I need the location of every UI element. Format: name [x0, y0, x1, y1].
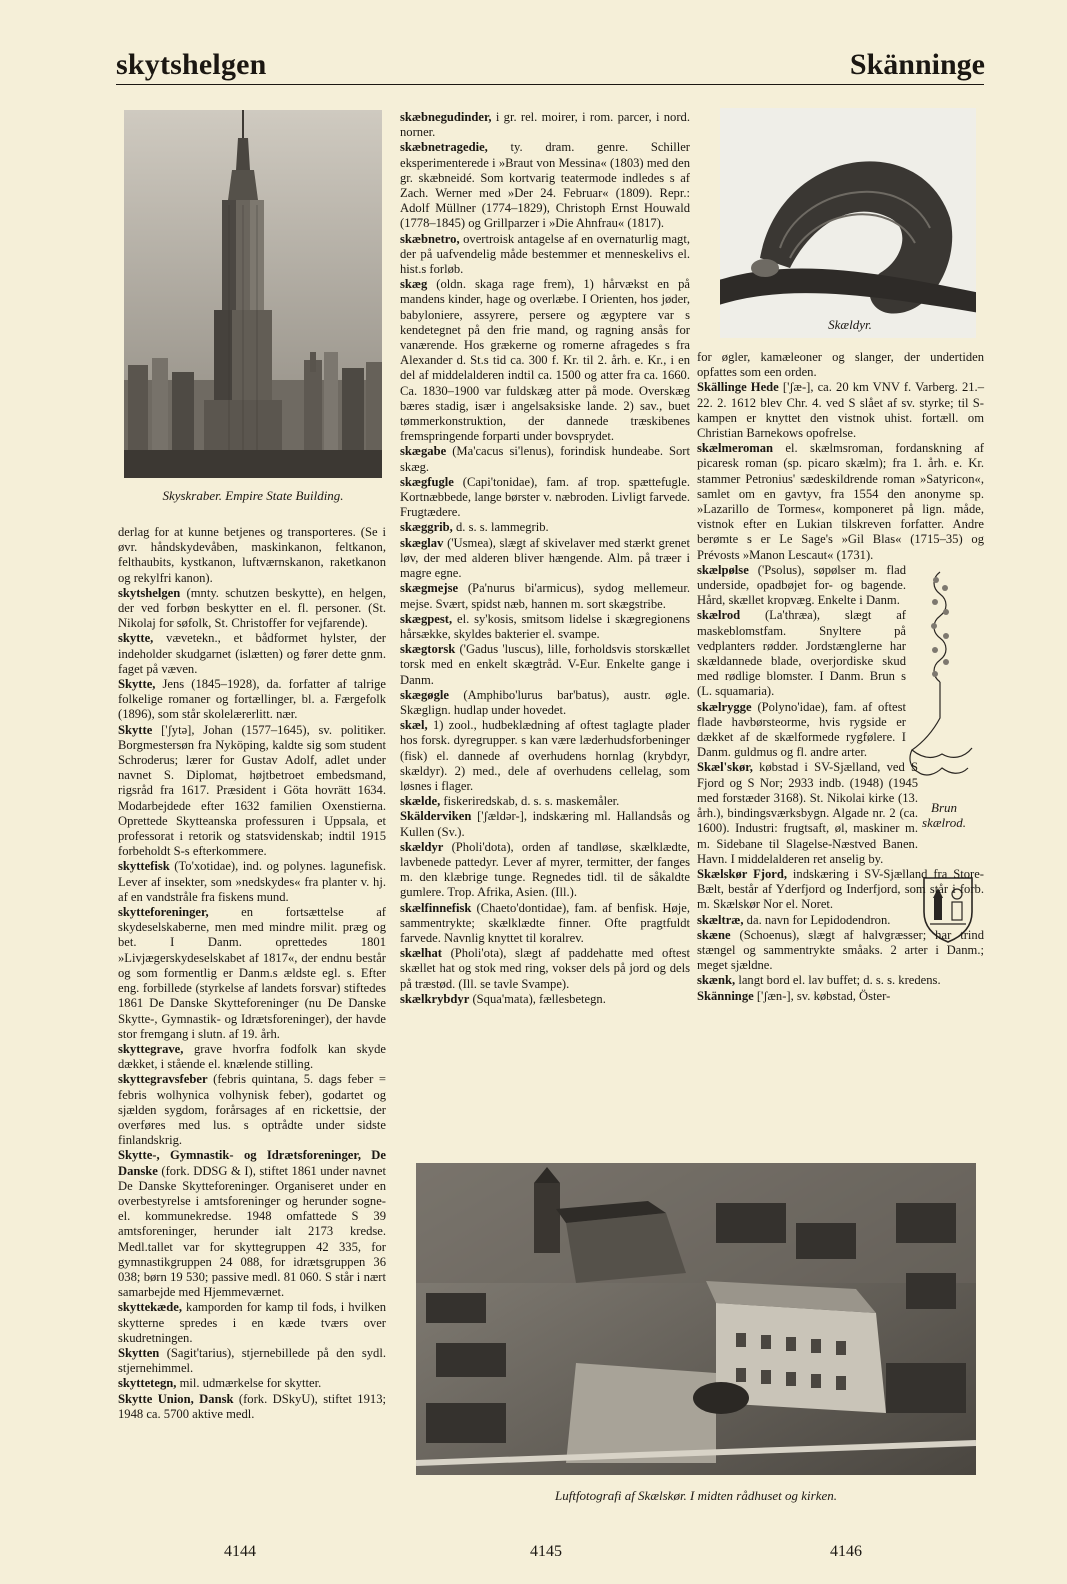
running-head-left: skytshelgen: [116, 48, 267, 81]
entry: skælpølse ('Psolus), søpølser m. flad underside, opadbøjet for- og bagende. Hård, skællet kropvæg. Enkelte i Danm.: [697, 562, 906, 608]
page-number-middle: 4145: [530, 1543, 562, 1560]
entry: skæbnetragedie, ty. dram. genre. Schiller eksperimenterede i »Braut von Messina« (1803) med den gr. skæbneidé. Som kortvarig teatermode indledes s af Zach. Werner med »Der 24. Februar« (1809). Repr.: Adolf Müllner (1774–1829), Christoph Ernst Houwald (1778–1845) og Grillparzer i »Die Ahnfrau« (1817).: [400, 140, 690, 231]
page-number-left: 4144: [224, 1543, 256, 1560]
entry: skyttetegn, mil. udmærkelse for skytter.: [118, 1376, 322, 1391]
entry: skæbnetro, overtroisk antagelse af en overnaturlig magt, der på uafvendelig måde bestemmer et menneskelivs el. hist.s forløb.: [400, 231, 690, 277]
entry: skægmejse (Pa'nurus bi'armicus), sydog mellemeur. mejse. Svært, spidst næb, hannen m. sort skægstribe.: [400, 581, 690, 611]
column-left: [118, 525, 386, 1422]
entry: Skälderviken ['ʃældər-], indskæring ml. Hallandsås og Kullen (Sv.).: [400, 809, 690, 839]
empire-state-photo: [124, 110, 382, 478]
entry: skyttegrave, grave hvorfra fodfolk kan skyde dækket, i stående el. knælende stilling.: [118, 1041, 386, 1072]
entry: skægabe (Ma'cacus si'lenus), forindisk hundeabe. Sort skæg.: [400, 444, 690, 474]
entry: skælmeroman el. skælmsroman, fordanskning af picaresk roman (sp. picaro skælm); fra 1. årh. e. Kr. stammer Petronius' sædeskildrende roman »Satyricon«, samlet om en gavtyv, fra 1554 den anonyme sp. »Lazarillo de Tormes«, komponeret på lign. måde, vistnok efter en Lukian tilskreven forfatter. Andre berømte s er Le Sage's »Gil Blas« (1715–35) og Prévosts »Manon Lescaut« (1731).: [697, 441, 984, 562]
entry: skægøgle (Amphibo'lurus bar'batus), austr. øgle. Skæglign. hudlap under hovedet.: [400, 687, 690, 717]
entry: skægfugle (Capi'tonidae), fam. af trop. spættefugle. Kortnæbbede, lange børster v. næbroden. Livligt farvede. Frugtædere.: [400, 474, 690, 520]
header-rule: [116, 84, 984, 85]
entry: Skytte, Jens (1845–1928), da. forfatter af talrige folkelige romaner og fortællinger, bl. a. Færgefolk (1896), som står skolelærerlitt. nær.: [118, 677, 386, 722]
entry: skæglav ('Usmea), slægt af skivelaver med stærkt grenet løv, der med alderen bliver hængende. Alm. på træer i magre egne.: [400, 535, 690, 581]
entry: derlag for at kunne betjenes og transporteres. (Se i øvr. håndskydevåben, maskinkanon, feltkanon, felthaubits, kystkanon, luftværnskanon, raketkanon og rekylfri kanon).: [118, 525, 386, 585]
entry: Skytten (Sagit'tarius), stjernebillede på den sydl. stjernehimmel.: [118, 1345, 386, 1376]
entry: skyttekæde, kamporden for kamp til fods, i hvilken skytterne spredes i en kæde tværs over skudretningen.: [118, 1300, 386, 1345]
column-middle: [400, 110, 690, 1007]
entry: skælfinnefisk (Chaeto'dontidae), fam. af benfisk. Høje, sammentrykte; skælklædte finner. Ofte pragtfuldt farvede. Navnlig knyttet til koralrev.: [400, 900, 690, 945]
entry: Skytte Union, Dansk (fork. DSkyU), stiftet 1913; 1948 ca. 5700 aktive medl.: [118, 1391, 386, 1421]
running-head-right: Skänninge: [849, 48, 985, 81]
entry: skyttegravsfeber (febris quintana, 5. dags feber = febris wolhynica volhynisk feber), godartet og sjælden sygdom, forårsages af en rickettsie, der overføres med lus. s optrådte under sidste finlandskrig.: [118, 1072, 386, 1148]
aerial-caption: Luftfotografi af Skælskør. I midten rådhuset og kirken.: [554, 1488, 837, 1503]
entry: skytshelgen (mnty. schutzen beskytte), en helgen, der ved forbøn beskytter en el. fl. personer. (St. Nikolaj for søfolk, St. Christoffer for vejfarende).: [118, 585, 386, 631]
entry: skælrygge (Polyno'idae), fam. af oftest flade havbørsteorme, hvis rygside er dækket af de skælformede rygfølere. I Danm. guldmus og fl. andre arter.: [697, 699, 906, 760]
pangolin-photo: [720, 108, 976, 338]
page-number-right: 4146: [830, 1543, 862, 1560]
entry: skytte, vævetekn., et bådformet hylster, der indeholder skudgarnet (islætten) og fører dette gnm. faget på væven.: [118, 631, 386, 676]
entry: Skänninge ['ʃæn-], sv. købstad, Öster-: [697, 988, 891, 1003]
empire-caption: Skyskraber. Empire State Building.: [162, 488, 344, 503]
aerial-photo: [416, 1163, 976, 1475]
entry: skægpest, el. sy'kosis, smitsom lidelse i skægregionens hårsække, skyldes bakterier el. svampe.: [400, 611, 690, 641]
pangolin-caption: Skældyr.: [828, 317, 872, 332]
entry: Skæl'skør, købstad i SV-Sjælland, ved S Fjord og S Nor; 2933 indb. (1948) (1945 med forstæder 3168). St. Nikolai kirke (13. årh.), bindingsværksbygn. Algade nr. 2 (ca. 1600). Industri: frugtsaft, øl, maskiner m. m. Sidebane til Slagelse-Næstved Banen. Havn. I middelalderen ret anselig by.: [697, 760, 918, 866]
entry: skægtorsk ('Gadus 'luscus), lille, forholdsvis storskællet torsk med en enkelt skægtråd. V-Eur. Enkelte gange i Danm.: [400, 642, 690, 687]
entry: Skytte ['ʃytə], Johan (1577–1645), sv. politiker. Borgmestersøn fra Nyköping, kaldte sig som student Schroderus; lærer for Gustav Adolf, adlet under navnet S. Diplomat, højtbetroet embedsmand, rigsråd fra 1617. Præsident i Göta hovrätt 1634. Modarbejdede efter 1632 familien Oxenstierna. Oprettede Skytteanska professuren i Uppsala, et professorat i retorik og statsvidenskab; indtil 1915 forbeholdt S-s efterkommere.: [118, 722, 386, 859]
entry: skæltræ, da. navn for Lepidodendron.: [697, 912, 891, 927]
entry: skæggrib, d. s. s. lammegrib.: [400, 520, 549, 535]
entry: Skytte-, Gymnastik- og Idrætsforeninger, De Danske (fork. DDSG & I), stiftet 1861 under navnet De Danske Skytteforeninger. Organiseret under en overbestyrelse i amtsforeninger og herunder sogne- el. kommunekredse. 1948 omfattede S 39 amtsforeninger, herunder ialt 2173 kredse. Medl.tallet var for skyttegruppen 42 335, for gymnastikgruppen 24 088, for idrætsgruppen 36 038; børn 19 530; passive medl. 81 060. S står i nært samarbejde med Hjemmeværnet.: [118, 1148, 386, 1300]
entry: skæne (Schoenus), slægt af halvgræsser; har trind stængel og sammentrykte småaks. 2 arter i Danm.; meget sjældne.: [697, 927, 984, 973]
entry: Skælskør Fjord, indskæring i SV-Sjælland fra Store-Bælt, består af Yderfjord og Inderfjord, som står i forb. m. Skælskør Nor el. Noret.: [697, 866, 984, 912]
brun-caption-1: Brun: [931, 800, 957, 815]
column-right: [697, 350, 984, 1004]
brun-caption-2: skælrod.: [922, 815, 966, 830]
entry: skælrod (La'thræa), slægt af maskeblomstfam. Snyltere på vedplanters rødder. Jordstænglerne har skældannede blade, overjordiske skud med rødlige blomster. I Danm. Brun s (L. squamaria).: [697, 608, 906, 699]
entry: skytteforeninger, en fortsættelse af skydeselskaberne, men med mindre milit. præg og bet. I Danm. oprettedes 1801 »Livjægerskydeselskabet af 1817«, der endnu består og som formentlig er Danm.s ældste egl. s. Efter eng. forbillede (styrkelse af landets forsvar) stiftedes 1861 De Danske Skytteforeninger (nu De Danske Skytte-, Gymnastik- og Idrætsforeninger), der havde stor fremgang i slutn. af 19. årh.: [118, 905, 386, 1041]
entry: skælde, fiskeriredskab, d. s. s. maskemåler.: [400, 794, 620, 809]
entry: skænk, langt bord el. lav buffet; d. s. s. kredens.: [697, 973, 941, 988]
entry: skæg (oldn. skaga rage frem), 1) hårvækst en på mandens kinder, hage og overlæbe. I Orienten, hos jøder, babyloniere, assyrere, persere og ægyptere var s kendetegnet på den frie mand, og ragning ansås for vanærende. Hos grækerne og romerne afragedes s fra Alexander d. St.s tid ca. 300 f. Kr. til 2. årh. e. Kr., i en del af middelalderen indtil ca. 1500 og atter fra ca. 1660. Ca. 1830–1900 var fuldskæg atter på mode. Overskæg bæres stadig, især i angelsaksiske lande. 2) sav., buet tømmerkonstruktion, der dannede træskibenes fremspringende forparti under bovsprydet.: [400, 277, 690, 444]
entry: skyttefisk (To'xotidae), ind. og polynes. lagunefisk. Lever af insekter, som »nedskydes« fra planter v. hj. af en vandstråle fra fiskens mund.: [118, 859, 386, 904]
entry: for øgler, kamæleoner og slanger, der undertiden opfattes som een orden.: [697, 350, 984, 380]
entry: skældyr (Pholi'dota), orden af tandløse, skælklædte, lavbenede pattedyr. Lever af myrer, termitter, der fanges m. den klæbrige tunge. Regnedes tidl. til de såkaldte gumlere. Trop. Afrika, Asien. (Ill.).: [400, 839, 690, 900]
entry: Skällinge Hede ['ʃæ-], ca. 20 km VNV f. Varberg. 21.–22. 2. 1612 blev Chr. 4. ved S slået af sv. styrke; til S-kampen er knyttet den vistnok uhist. fortæll. om Christian Barnekows opofrelse.: [697, 380, 984, 441]
entry: skæbnegudinder, i gr. rel. moirer, i rom. parcer, i nord. norner.: [400, 110, 690, 140]
entry: skælkrybdyr (Squa'mata), fællesbetegn.: [400, 991, 606, 1006]
entry: skæl, 1) zool., hudbeklædning af oftest taglagte plader hos forsk. dyregrupper. s kan være læderhudsforbeninger (fisk) el. dannede af overhudens hornlag (krybdyr, skældyr). 2) med., dele af overhudens cellelag, som løsnes i flager.: [400, 718, 690, 793]
entry: skælhat (Pholi'ota), slægt af paddehatte med oftest skællet hat og stok med ring, vokser dels på jord og dels på træstød. (Ill. se tavle Svampe).: [400, 946, 690, 991]
